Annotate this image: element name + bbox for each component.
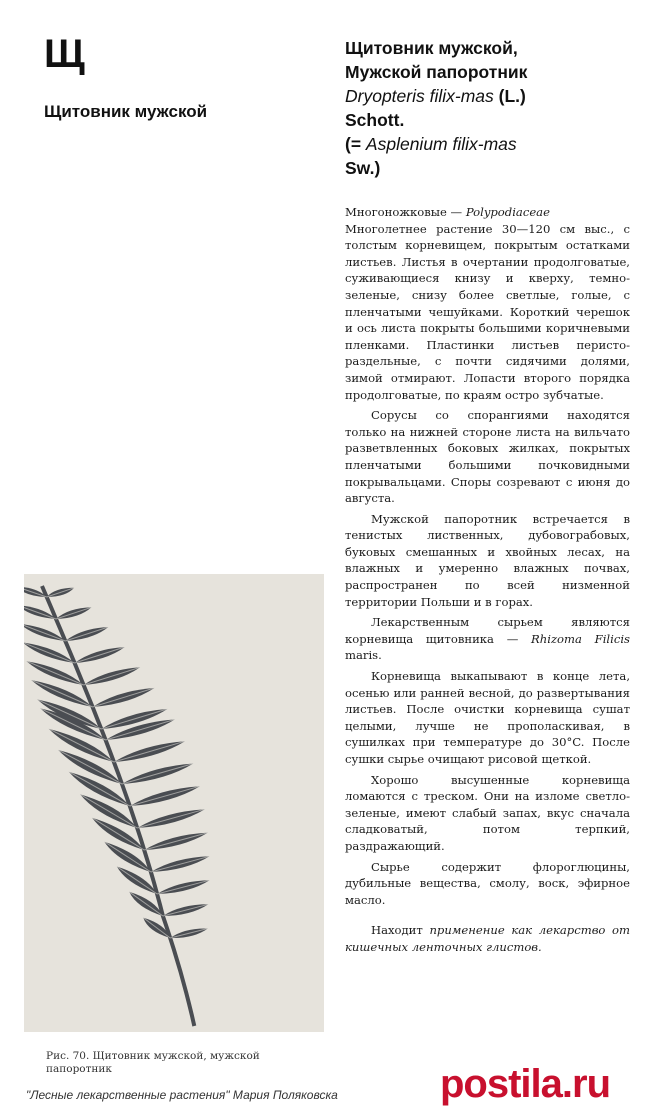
- fern-illustration: [24, 574, 324, 1032]
- title-line-3: [345, 84, 645, 108]
- family-prefix: Многоножковые —: [345, 205, 466, 219]
- fern-pinna-vein: [130, 786, 200, 806]
- author-abbrev: (L.): [493, 86, 526, 106]
- fern-pinna-vein: [122, 764, 193, 785]
- title-line-2: Мужской папоротник: [345, 62, 528, 82]
- raw-material-prefix: Лекарственным сырьем являются корневища щитовника —: [345, 615, 630, 646]
- raw-material-suffix: maris.: [345, 648, 382, 663]
- fern-pinna-vein: [163, 904, 209, 916]
- fern-pinna-vein: [75, 647, 125, 663]
- fern-pinna-vein: [157, 880, 210, 894]
- fern-pinna-vein: [137, 809, 205, 828]
- site-watermark-logo: postila.ru: [440, 1062, 611, 1106]
- fern-frond-image: [24, 574, 324, 1032]
- fern-pinna-vein: [114, 741, 185, 762]
- raw-material-latin: Rhizoma Filicis: [531, 631, 631, 646]
- paragraph-sori: Сорусы со спорангиями находятся только на нижней стороне листа на вильчато разветвленных боковых жилках, покрытых пленчатыми большими почковидными покрывальцами. Споры созревают с июня до августа.: [345, 408, 630, 506]
- paragraph-application: [345, 922, 630, 955]
- latin-name: Dryopteris filix-mas: [345, 86, 494, 106]
- title-line-4: Schott.: [345, 110, 405, 130]
- article-body: [345, 204, 630, 960]
- paragraph-description: [345, 204, 630, 403]
- description-text: Многолетнее растение 30—120 см выс., с толстым корневищем, покрытым остатками листьев. Листья в очертании продолговатые, суживающиеся книзу и кверху, темно-зеленые, снизу более светлые, голые, с пленчатыми чешуйками. Короткий черешок и ось листа покрыты большими коричневыми пленками. Пластинки листьев перисто-раздельные, с почти сидячими долями, зимой отмирают. Лопасти второго порядка продолговатые, по краям остро зубчатые.: [345, 221, 630, 402]
- section-letter: Щ: [44, 32, 85, 76]
- paragraph-composition: Сырье содержит флороглюцины, дубильные вещества, смолу, воск, эфирное масло.: [345, 859, 630, 907]
- fern-rachis: [42, 586, 194, 1026]
- fern-pinna-vein: [170, 929, 208, 939]
- synonym-open: (=: [345, 134, 366, 154]
- paragraph-habitat: Мужской папоротник встречается в тенистых лиственных, дубовограбовых, буковых смешанных и хвойных лесах, на влажных и умеренно влажных почвах, распространен по всей низменной территории Польши и в горах.: [345, 511, 630, 609]
- book-source: "Лесные лекарственные растения" Мария Поляковска: [26, 1088, 338, 1102]
- title-line-5: [345, 132, 645, 156]
- fern-pinna-vein: [144, 833, 208, 850]
- fern-pinna-vein: [93, 688, 155, 707]
- application-prefix: Находит: [371, 923, 430, 938]
- title-line-6: Sw.): [345, 158, 381, 178]
- plant-title-block: [345, 36, 645, 180]
- title-line-1: Щитовник мужской,: [345, 38, 518, 58]
- paragraph-raw-material: [345, 614, 630, 664]
- application-text: применение как лекарство от кишечных ленточных глистов.: [345, 923, 630, 954]
- family-latin: Polypodiaceae: [465, 205, 550, 219]
- fern-pinna-vein: [56, 607, 92, 619]
- paragraph-quality: Хорошо высушенные корневища ломаются с треском. Они на изломе светло-зеленые, имеют слабый запах, вкус сначала сладковатый, потом терпкий, раздражающий.: [345, 772, 630, 853]
- figure-caption: Рис. 70. Щитовник мужской, мужской папоротник: [46, 1050, 260, 1075]
- fern-pinna-vein: [151, 856, 210, 872]
- plant-title-short: Щитовник мужской: [44, 102, 208, 121]
- paragraph-harvest: Корневища выкапывают в конце лета, осенью или ранней весной, до развертывания листьев. После очистки корневища сушат целыми, лучше не прополаскивая, в сушилках при температуре до 30°C. После сушки сырье очищают рисовой щеткой.: [345, 669, 630, 766]
- fern-pinna-vein: [65, 627, 108, 641]
- synonym-latin: Asplenium filix-mas: [365, 134, 517, 154]
- fern-pinna-vein: [84, 667, 141, 685]
- fern-pinna-vein: [47, 588, 74, 597]
